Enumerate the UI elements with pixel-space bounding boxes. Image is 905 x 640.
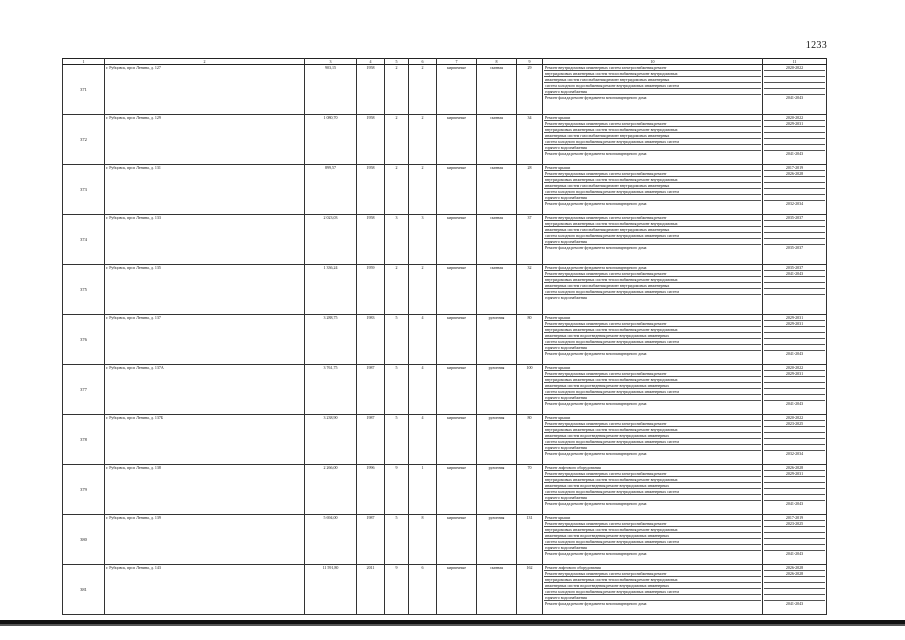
year-range: 2032-2034 xyxy=(785,451,804,456)
work-item: горячего водоснабжения xyxy=(544,239,761,245)
work-item: инженерных систем водоотведения;ремонт внутридомовых инженерных xyxy=(544,533,761,539)
wall-material-cell: кирпичные xyxy=(437,415,477,465)
address-cell: г. Рубцовск, прсп Ленина, д. 129 xyxy=(105,115,305,165)
year-range: 2029-2031 xyxy=(764,371,825,377)
flats-cell: 37 xyxy=(517,215,543,265)
work-item: внутридомовых инженерных систем теплоснабжения;ремонт внутридомовых xyxy=(544,127,761,133)
year-range: 2026-2028 xyxy=(764,565,825,571)
entrances-cell: 4 xyxy=(409,365,437,415)
roof-type-cell: рулонная xyxy=(477,365,517,415)
work-item: внутридомовых инженерных систем теплоснабжения;ремонт внутридомовых xyxy=(544,327,761,333)
flats-cell: 80 xyxy=(517,315,543,365)
entrances-cell: 2 xyxy=(409,265,437,315)
year-range: 2041-2043 xyxy=(764,271,825,277)
work-item: Ремонт фасада;ремонт фундамента многоквартирного дома xyxy=(545,201,647,206)
work-item: Ремонт фасада;ремонт фундамента многоквартирного дома xyxy=(545,351,647,356)
year-cell: 1996 xyxy=(357,465,385,515)
col-header: 6 xyxy=(409,59,437,65)
year-range: 2029-2031 xyxy=(764,315,825,321)
work-item: Ремонт внутридомовых инженерных систем электроснабжения;ремонт xyxy=(544,215,761,221)
address-cell: г. Рубцовск, прсп Ленина, д. 135 xyxy=(105,265,305,315)
year-cell: 1959 xyxy=(357,265,385,315)
roof-type-cell: рулонная xyxy=(477,465,517,515)
years-cell xyxy=(763,315,827,365)
area-cell: 2 023,03 xyxy=(305,215,357,265)
floors-cell: 2 xyxy=(385,115,409,165)
floors-cell: 3 xyxy=(385,215,409,265)
year-range: 2032-2034 xyxy=(785,201,804,206)
roof-type-cell: рулонная xyxy=(477,515,517,565)
wall-material-cell: кирпичные xyxy=(437,65,477,115)
area-cell: 5 694,00 xyxy=(305,515,357,565)
roof-type-cell: рулонная xyxy=(477,415,517,465)
address-cell: г. Рубцовск, прсп Ленина, д. 137А xyxy=(105,365,305,415)
col-header: 8 xyxy=(477,59,517,65)
row-number: 373 xyxy=(63,165,105,215)
page-number: 1233 xyxy=(805,40,827,51)
work-item: систем холодного водоснабжения;ремонт внутридомовых инженерных систем xyxy=(544,189,761,195)
roof-type-cell: скатная xyxy=(477,115,517,165)
work-item: горячего водоснабжения xyxy=(544,595,761,601)
year-range: 2026-2028 xyxy=(764,171,825,177)
year-range: 2041-2043 xyxy=(785,501,804,506)
works-cell xyxy=(543,215,763,265)
table-row xyxy=(63,565,827,615)
row-number: 378 xyxy=(63,415,105,465)
year-cell: 1987 xyxy=(357,415,385,465)
floors-cell: 5 xyxy=(385,365,409,415)
work-item: инженерных систем газоснабжения;ремонт внутридомовых инженерных xyxy=(544,283,761,289)
work-item: внутридомовых инженерных систем теплоснабжения;ремонт внутридомовых xyxy=(544,577,761,583)
year-range: 2026-2028 xyxy=(764,571,825,577)
address-cell: г. Рубцовск, прсп Ленина, д. 131 xyxy=(105,165,305,215)
year-range: 2029-2031 xyxy=(764,321,825,327)
works-cell xyxy=(543,315,763,365)
work-item: систем холодного водоснабжения;ремонт внутридомовых инженерных систем xyxy=(544,289,761,295)
work-item: Ремонт внутридомовых инженерных систем электроснабжения;ремонт xyxy=(544,121,761,127)
work-item: Ремонт фасада;ремонт фундамента многоквартирного дома xyxy=(545,95,647,100)
wall-material-cell: кирпичные xyxy=(437,115,477,165)
work-item: систем холодного водоснабжения;ремонт внутридомовых инженерных систем xyxy=(544,589,761,595)
year-range xyxy=(764,295,825,300)
work-item: Ремонт фасада;ремонт фундамента многоквартирного дома xyxy=(545,151,647,156)
row-number: 374 xyxy=(63,215,105,265)
table-row xyxy=(63,515,827,565)
table-row xyxy=(63,415,827,465)
work-item: горячего водоснабжения xyxy=(544,395,761,401)
work-item: Ремонт крыши xyxy=(544,115,761,121)
floors-cell: 2 xyxy=(385,165,409,215)
work-item: Ремонт крыши xyxy=(544,515,761,521)
wall-material-cell: кирпичные xyxy=(437,315,477,365)
year-range: 2029-2031 xyxy=(764,471,825,477)
roof-type-cell: скатная xyxy=(477,265,517,315)
works-cell xyxy=(543,265,763,315)
works-cell xyxy=(543,65,763,115)
year-range: 2035-2037 xyxy=(764,265,825,271)
scan-edge-shadow xyxy=(0,624,905,626)
floors-cell: 2 xyxy=(385,265,409,315)
work-item: систем холодного водоснабжения;ремонт внутридомовых инженерных систем xyxy=(544,389,761,395)
work-item: систем холодного водоснабжения;ремонт внутридомовых инженерных систем xyxy=(544,439,761,445)
row-number: 379 xyxy=(63,465,105,515)
work-item: Ремонт внутридомовых инженерных систем электроснабжения;ремонт xyxy=(544,421,761,427)
year-range: 2020-2022 xyxy=(764,65,825,71)
flats-cell: 28 xyxy=(517,165,543,215)
year-range: 2023-2025 xyxy=(764,521,825,527)
entrances-cell: 8 xyxy=(409,515,437,565)
work-item: Ремонт внутридомовых инженерных систем электроснабжения;ремонт xyxy=(544,571,761,577)
table-row xyxy=(63,315,827,365)
year-cell: 1958 xyxy=(357,65,385,115)
year-range: 2035-2037 xyxy=(764,215,825,221)
year-range: 2026-2028 xyxy=(764,465,825,471)
col-header: 1 xyxy=(63,59,105,65)
entrances-cell: 2 xyxy=(409,115,437,165)
row-number: 380 xyxy=(63,515,105,565)
work-item: Ремонт внутридомовых инженерных систем электроснабжения;ремонт xyxy=(544,471,761,477)
years-cell xyxy=(763,215,827,265)
table-row xyxy=(63,115,827,165)
work-item: инженерных систем газоснабжения;ремонт внутридомовых инженерных xyxy=(544,133,761,139)
roof-type-cell: скатная xyxy=(477,215,517,265)
work-item: Ремонт фасада;ремонт фундамента многоквартирного дома xyxy=(545,245,647,250)
year-range: 2041-2043 xyxy=(785,401,804,406)
work-item: Ремонт лифтового оборудования xyxy=(544,565,761,571)
work-item: Ремонт крыши xyxy=(544,165,761,171)
year-range: 2020-2022 xyxy=(764,115,825,121)
address-cell: г. Рубцовск, прсп Ленина, д. 133 xyxy=(105,215,305,265)
floors-cell: 2 xyxy=(385,65,409,115)
works-cell xyxy=(543,415,763,465)
flats-cell: 80 xyxy=(517,415,543,465)
work-item: внутридомовых инженерных систем теплоснабжения;ремонт внутридомовых xyxy=(544,221,761,227)
col-header: 4 xyxy=(357,59,385,65)
years-cell xyxy=(763,65,827,115)
work-item: Ремонт внутридомовых инженерных систем электроснабжения;ремонт xyxy=(544,171,761,177)
work-item: систем холодного водоснабжения;ремонт внутридомовых инженерных систем xyxy=(544,83,761,89)
work-item: внутридомовых инженерных систем теплоснабжения;ремонт внутридомовых xyxy=(544,377,761,383)
row-number: 375 xyxy=(63,265,105,315)
table-row xyxy=(63,65,827,115)
roof-type-cell: скатная xyxy=(477,165,517,215)
year-range: 2035-2037 xyxy=(785,245,804,250)
work-item: систем холодного водоснабжения;ремонт внутридомовых инженерных систем xyxy=(544,539,761,545)
work-item: горячего водоснабжения xyxy=(544,145,761,151)
flats-cell: 100 xyxy=(517,365,543,415)
year-range: 2029-2031 xyxy=(764,121,825,127)
years-cell xyxy=(763,415,827,465)
area-cell: 3 238,90 xyxy=(305,415,357,465)
work-item: инженерных систем газоснабжения;ремонт внутридомовых инженерных xyxy=(544,77,761,83)
flats-cell: 32 xyxy=(517,265,543,315)
year-range: 2020-2022 xyxy=(764,365,825,371)
flats-cell: 29 xyxy=(517,65,543,115)
year-range: 2020-2022 xyxy=(764,415,825,421)
year-cell: 1958 xyxy=(357,165,385,215)
work-item: горячего водоснабжения xyxy=(544,495,761,501)
area-cell: 3 288,75 xyxy=(305,315,357,365)
capital-repair-table xyxy=(62,58,827,615)
area-cell: 2 266,00 xyxy=(305,465,357,515)
work-item: горячего водоснабжения xyxy=(544,545,761,551)
work-item: Ремонт внутридомовых инженерных систем электроснабжения;ремонт xyxy=(544,321,761,327)
wall-material-cell: кирпичные xyxy=(437,265,477,315)
wall-material-cell: кирпичные xyxy=(437,215,477,265)
year-cell: 1958 xyxy=(357,215,385,265)
work-item: Ремонт внутридомовых инженерных систем электроснабжения;ремонт xyxy=(544,65,761,71)
work-item: внутридомовых инженерных систем теплоснабжения;ремонт внутридомовых xyxy=(544,477,761,483)
works-cell xyxy=(543,115,763,165)
work-item: Ремонт фасада;ремонт фундамента многоквартирного дома xyxy=(545,501,647,506)
table-row xyxy=(63,165,827,215)
work-item: горячего водоснабжения xyxy=(545,295,587,300)
work-item: инженерных систем водоотведения;ремонт внутридомовых инженерных xyxy=(544,483,761,489)
year-cell: 1987 xyxy=(357,515,385,565)
wall-material-cell: кирпичные xyxy=(437,465,477,515)
year-range: 2041-2043 xyxy=(785,351,804,356)
area-cell: 1 080,70 xyxy=(305,115,357,165)
row-number: 371 xyxy=(63,65,105,115)
table-row xyxy=(63,365,827,415)
floors-cell: 5 xyxy=(385,515,409,565)
address-cell: г. Рубцовск, прсп Ленина, д. 137Б xyxy=(105,415,305,465)
row-number: 377 xyxy=(63,365,105,415)
years-cell xyxy=(763,165,827,215)
address-cell: г. Рубцовск, прсп Ленина, д. 127 xyxy=(105,65,305,115)
col-header: 10 xyxy=(543,59,763,65)
year-range: 2017-2019 xyxy=(764,515,825,521)
row-number: 372 xyxy=(63,115,105,165)
work-item: систем холодного водоснабжения;ремонт внутридомовых инженерных систем xyxy=(544,233,761,239)
works-cell xyxy=(543,365,763,415)
col-header: 11 xyxy=(763,59,827,65)
work-item: Ремонт крыши xyxy=(544,365,761,371)
work-item: Ремонт фасада;ремонт фундамента многоквартирного дома xyxy=(545,601,647,606)
entrances-cell: 3 xyxy=(409,215,437,265)
year-range: 2041-2043 xyxy=(785,151,804,156)
work-item: Ремонт внутридомовых инженерных систем электроснабжения;ремонт xyxy=(544,521,761,527)
address-cell: г. Рубцовск, прсп Ленина, д. 143 xyxy=(105,565,305,615)
table-row xyxy=(63,215,827,265)
roof-type-cell: скатная xyxy=(477,565,517,615)
wall-material-cell: кирпичные xyxy=(437,365,477,415)
year-range: 2017-2019 xyxy=(764,165,825,171)
work-item: внутридомовых инженерных систем теплоснабжения;ремонт внутридомовых xyxy=(544,71,761,77)
work-item: Ремонт внутридомовых инженерных систем электроснабжения;ремонт xyxy=(544,371,761,377)
years-cell xyxy=(763,365,827,415)
row-number: 381 xyxy=(63,565,105,615)
work-item: внутридомовых инженерных систем теплоснабжения;ремонт внутридомовых xyxy=(544,427,761,433)
work-item: горячего водоснабжения xyxy=(544,445,761,451)
address-cell: г. Рубцовск, прсп Ленина, д. 137 xyxy=(105,315,305,365)
work-item: инженерных систем водоотведения;ремонт внутридомовых инженерных xyxy=(544,333,761,339)
table-row xyxy=(63,265,827,315)
wall-material-cell: кирпичные xyxy=(437,165,477,215)
years-cell xyxy=(763,115,827,165)
entrances-cell: 2 xyxy=(409,65,437,115)
work-item: Ремонт лифтового оборудования xyxy=(544,465,761,471)
roof-type-cell: скатная xyxy=(477,65,517,115)
work-item: внутридомовых инженерных систем теплоснабжения;ремонт внутридомовых xyxy=(544,527,761,533)
work-item: инженерных систем водоотведения;ремонт внутридомовых инженерных xyxy=(544,433,761,439)
years-cell xyxy=(763,565,827,615)
works-cell xyxy=(543,565,763,615)
work-item: Ремонт внутридомовых инженерных систем электроснабжения;ремонт xyxy=(544,271,761,277)
work-item: внутридомовых инженерных систем теплоснабжения;ремонт внутридомовых xyxy=(544,277,761,283)
area-cell: 3 761,75 xyxy=(305,365,357,415)
work-item: Ремонт крыши xyxy=(544,315,761,321)
work-item: инженерных систем водоотведения;ремонт внутридомовых инженерных xyxy=(544,583,761,589)
work-item: инженерных систем газоснабжения;ремонт внутридомовых инженерных xyxy=(544,183,761,189)
address-cell: г. Рубцовск, прсп Ленина, д. 138 xyxy=(105,465,305,515)
year-range: 2041-2043 xyxy=(785,95,804,100)
floors-cell: 9 xyxy=(385,465,409,515)
entrances-cell: 4 xyxy=(409,415,437,465)
work-item: горячего водоснабжения xyxy=(544,345,761,351)
area-cell: 899,57 xyxy=(305,165,357,215)
work-item: систем холодного водоснабжения;ремонт внутридомовых инженерных систем xyxy=(544,489,761,495)
work-item: инженерных систем газоснабжения;ремонт внутридомовых инженерных xyxy=(544,227,761,233)
work-item: инженерных систем водоотведения;ремонт внутридомовых инженерных xyxy=(544,383,761,389)
table-row xyxy=(63,465,827,515)
col-header: 2 xyxy=(105,59,305,65)
work-item: Ремонт фасада;ремонт фундамента многоквартирного дома xyxy=(545,451,647,456)
entrances-cell: 2 xyxy=(409,165,437,215)
year-cell: 1983 xyxy=(357,315,385,365)
work-item: Ремонт фасада;ремонт фундамента многоквартирного дома xyxy=(544,265,761,271)
floors-cell: 5 xyxy=(385,315,409,365)
work-item: систем холодного водоснабжения;ремонт внутридомовых инженерных систем xyxy=(544,139,761,145)
roof-type-cell: рулонная xyxy=(477,315,517,365)
area-cell: 1 336,24 xyxy=(305,265,357,315)
works-cell xyxy=(543,465,763,515)
works-cell xyxy=(543,515,763,565)
col-header: 3 xyxy=(305,59,357,65)
entrances-cell: 4 xyxy=(409,315,437,365)
flats-cell: 34 xyxy=(517,115,543,165)
work-item: систем холодного водоснабжения;ремонт внутридомовых инженерных систем xyxy=(544,339,761,345)
years-cell xyxy=(763,465,827,515)
col-header: 9 xyxy=(517,59,543,65)
floors-cell: 9 xyxy=(385,565,409,615)
work-item: горячего водоснабжения xyxy=(544,195,761,201)
year-range: 2041-2043 xyxy=(785,601,804,606)
flats-cell: 70 xyxy=(517,465,543,515)
year-cell: 1987 xyxy=(357,365,385,415)
entrances-cell: 1 xyxy=(409,465,437,515)
row-number: 376 xyxy=(63,315,105,365)
floors-cell: 5 xyxy=(385,415,409,465)
work-item: Ремонт крыши xyxy=(544,415,761,421)
flats-cell: 162 xyxy=(517,565,543,615)
work-item: горячего водоснабжения xyxy=(544,89,761,95)
works-cell xyxy=(543,165,763,215)
year-cell: 1958 xyxy=(357,115,385,165)
work-item: Ремонт фасада;ремонт фундамента многоквартирного дома xyxy=(545,401,647,406)
work-item: Ремонт фасада;ремонт фундамента многоквартирного дома xyxy=(545,551,647,556)
address-cell: г. Рубцовск, прсп Ленина, д. 139 xyxy=(105,515,305,565)
col-header: 5 xyxy=(385,59,409,65)
year-cell: 2011 xyxy=(357,565,385,615)
year-range: 2023-2025 xyxy=(764,421,825,427)
years-cell xyxy=(763,515,827,565)
flats-cell: 131 xyxy=(517,515,543,565)
wall-material-cell: кирпичные xyxy=(437,565,477,615)
area-cell: 11 591,80 xyxy=(305,565,357,615)
wall-material-cell: кирпичные xyxy=(437,515,477,565)
years-cell xyxy=(763,265,827,315)
work-item: внутридомовых инженерных систем теплоснабжения;ремонт внутридомовых xyxy=(544,177,761,183)
col-header: 7 xyxy=(437,59,477,65)
year-range: 2041-2043 xyxy=(785,551,804,556)
area-cell: 903,15 xyxy=(305,65,357,115)
entrances-cell: 6 xyxy=(409,565,437,615)
